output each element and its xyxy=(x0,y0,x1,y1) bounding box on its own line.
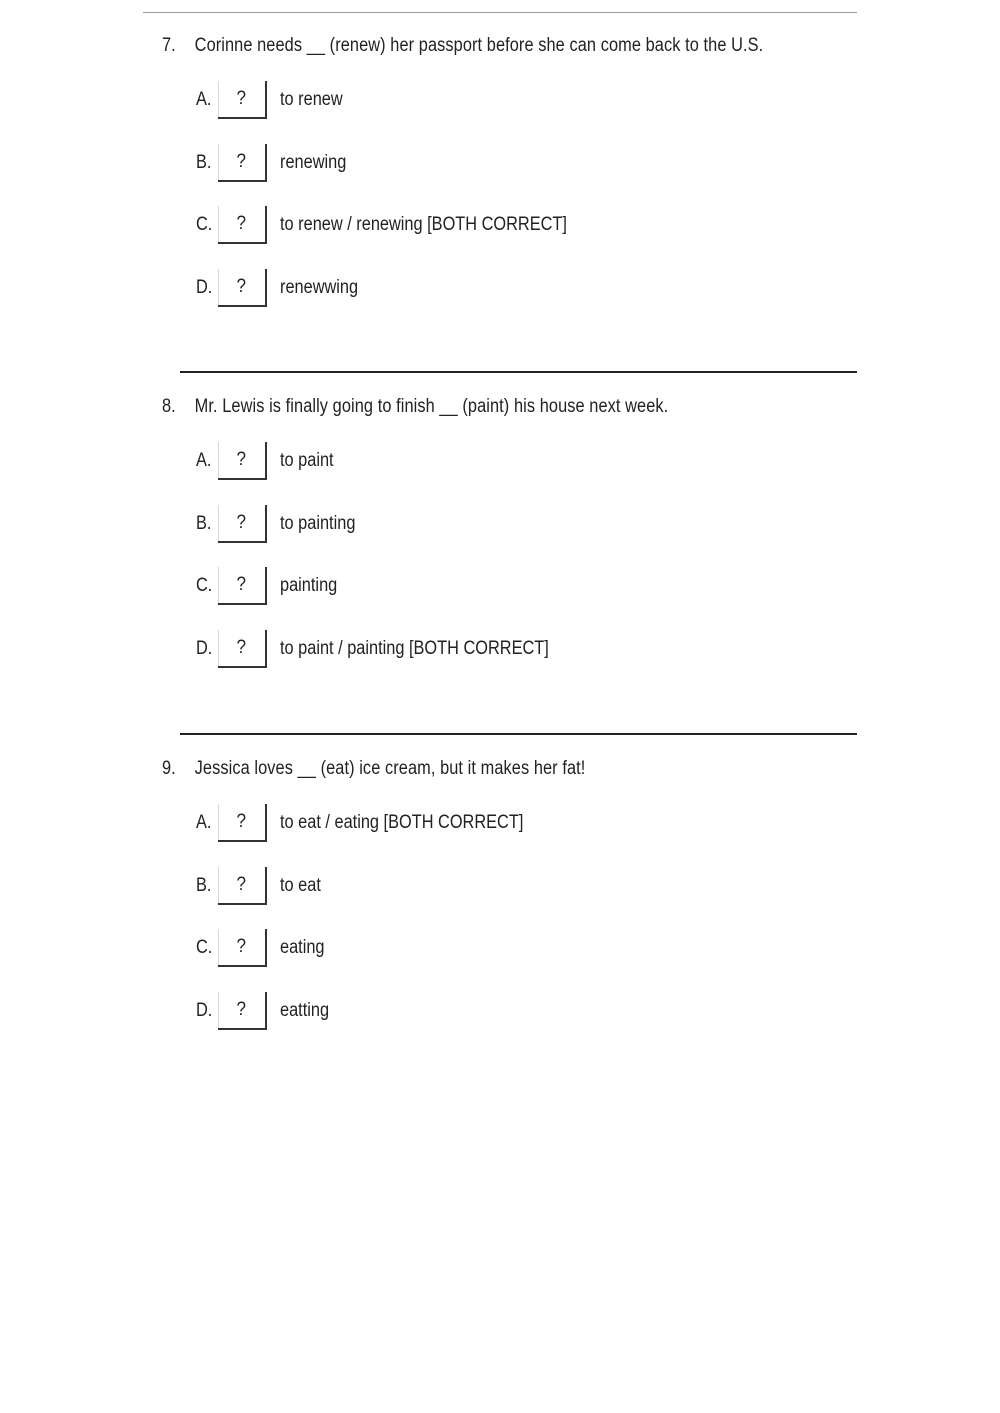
option-text: eating xyxy=(280,937,325,958)
top-divider xyxy=(143,12,857,13)
answer-box[interactable] xyxy=(218,992,267,1030)
answer-placeholder: ? xyxy=(236,811,247,832)
option-letter: D. xyxy=(196,1000,213,1021)
question-text: Jessica loves __ (eat) ice cream, but it makes her fat! xyxy=(194,758,586,779)
answer-box[interactable] xyxy=(218,505,267,543)
answer-placeholder: ? xyxy=(236,213,247,234)
answer-box[interactable] xyxy=(218,206,267,244)
option-letter: A. xyxy=(196,812,212,833)
answer-placeholder: ? xyxy=(236,574,247,595)
option-letter: B. xyxy=(196,875,212,896)
answer-placeholder: ? xyxy=(236,88,247,109)
option-text: renewing xyxy=(280,152,347,173)
answer-placeholder: ? xyxy=(236,874,247,895)
answer-box[interactable] xyxy=(218,269,267,307)
question-number: 7. xyxy=(162,35,176,56)
option-d xyxy=(196,269,796,309)
option-text: to eat / eating [BOTH CORRECT] xyxy=(280,812,524,833)
answer-placeholder: ? xyxy=(236,449,247,470)
option-a xyxy=(196,804,796,844)
answer-box[interactable] xyxy=(218,929,267,967)
option-letter: C. xyxy=(196,575,213,596)
option-text: eatting xyxy=(280,1000,330,1021)
answer-box[interactable] xyxy=(218,442,267,480)
option-text: to eat xyxy=(280,875,321,896)
question-number: 9. xyxy=(162,758,176,779)
option-letter: A. xyxy=(196,89,212,110)
option-d xyxy=(196,630,796,670)
option-letter: B. xyxy=(196,152,212,173)
question-text: Corinne needs __ (renew) her passport before she can come back to the U.S. xyxy=(194,35,764,56)
answer-placeholder: ? xyxy=(236,151,247,172)
option-text: to painting xyxy=(280,513,356,534)
option-letter: C. xyxy=(196,214,213,235)
option-letter: A. xyxy=(196,450,212,471)
option-c xyxy=(196,567,796,607)
option-text: to renew / renewing [BOTH CORRECT] xyxy=(280,214,567,235)
option-b xyxy=(196,867,796,907)
answer-box[interactable] xyxy=(218,81,267,119)
question-prompt xyxy=(162,34,763,58)
option-text: to renew xyxy=(280,89,343,110)
option-letter: B. xyxy=(196,513,212,534)
option-letter: D. xyxy=(196,277,213,298)
question-text: Mr. Lewis is finally going to finish __ (paint) his house next week. xyxy=(194,396,669,417)
option-d xyxy=(196,992,796,1032)
option-a xyxy=(196,442,796,482)
answer-box[interactable] xyxy=(218,144,267,182)
answer-placeholder: ? xyxy=(236,276,247,297)
answer-box[interactable] xyxy=(218,567,267,605)
option-letter: C. xyxy=(196,937,213,958)
answer-box[interactable] xyxy=(218,867,267,905)
answer-box[interactable] xyxy=(218,630,267,668)
question-prompt xyxy=(162,757,585,781)
option-text: to paint / painting [BOTH CORRECT] xyxy=(280,638,549,659)
option-text: painting xyxy=(280,575,338,596)
option-a xyxy=(196,81,796,121)
section-divider xyxy=(180,371,857,373)
answer-placeholder: ? xyxy=(236,512,247,533)
option-c xyxy=(196,929,796,969)
option-b xyxy=(196,144,796,184)
option-letter: D. xyxy=(196,638,213,659)
answer-placeholder: ? xyxy=(236,936,247,957)
option-text: renewwing xyxy=(280,277,359,298)
option-b xyxy=(196,505,796,545)
question-number: 8. xyxy=(162,396,176,417)
question-prompt xyxy=(162,395,668,419)
section-divider xyxy=(180,733,857,735)
answer-placeholder: ? xyxy=(236,999,247,1020)
option-c xyxy=(196,206,796,246)
option-text: to paint xyxy=(280,450,334,471)
answer-placeholder: ? xyxy=(236,637,247,658)
answer-box[interactable] xyxy=(218,804,267,842)
